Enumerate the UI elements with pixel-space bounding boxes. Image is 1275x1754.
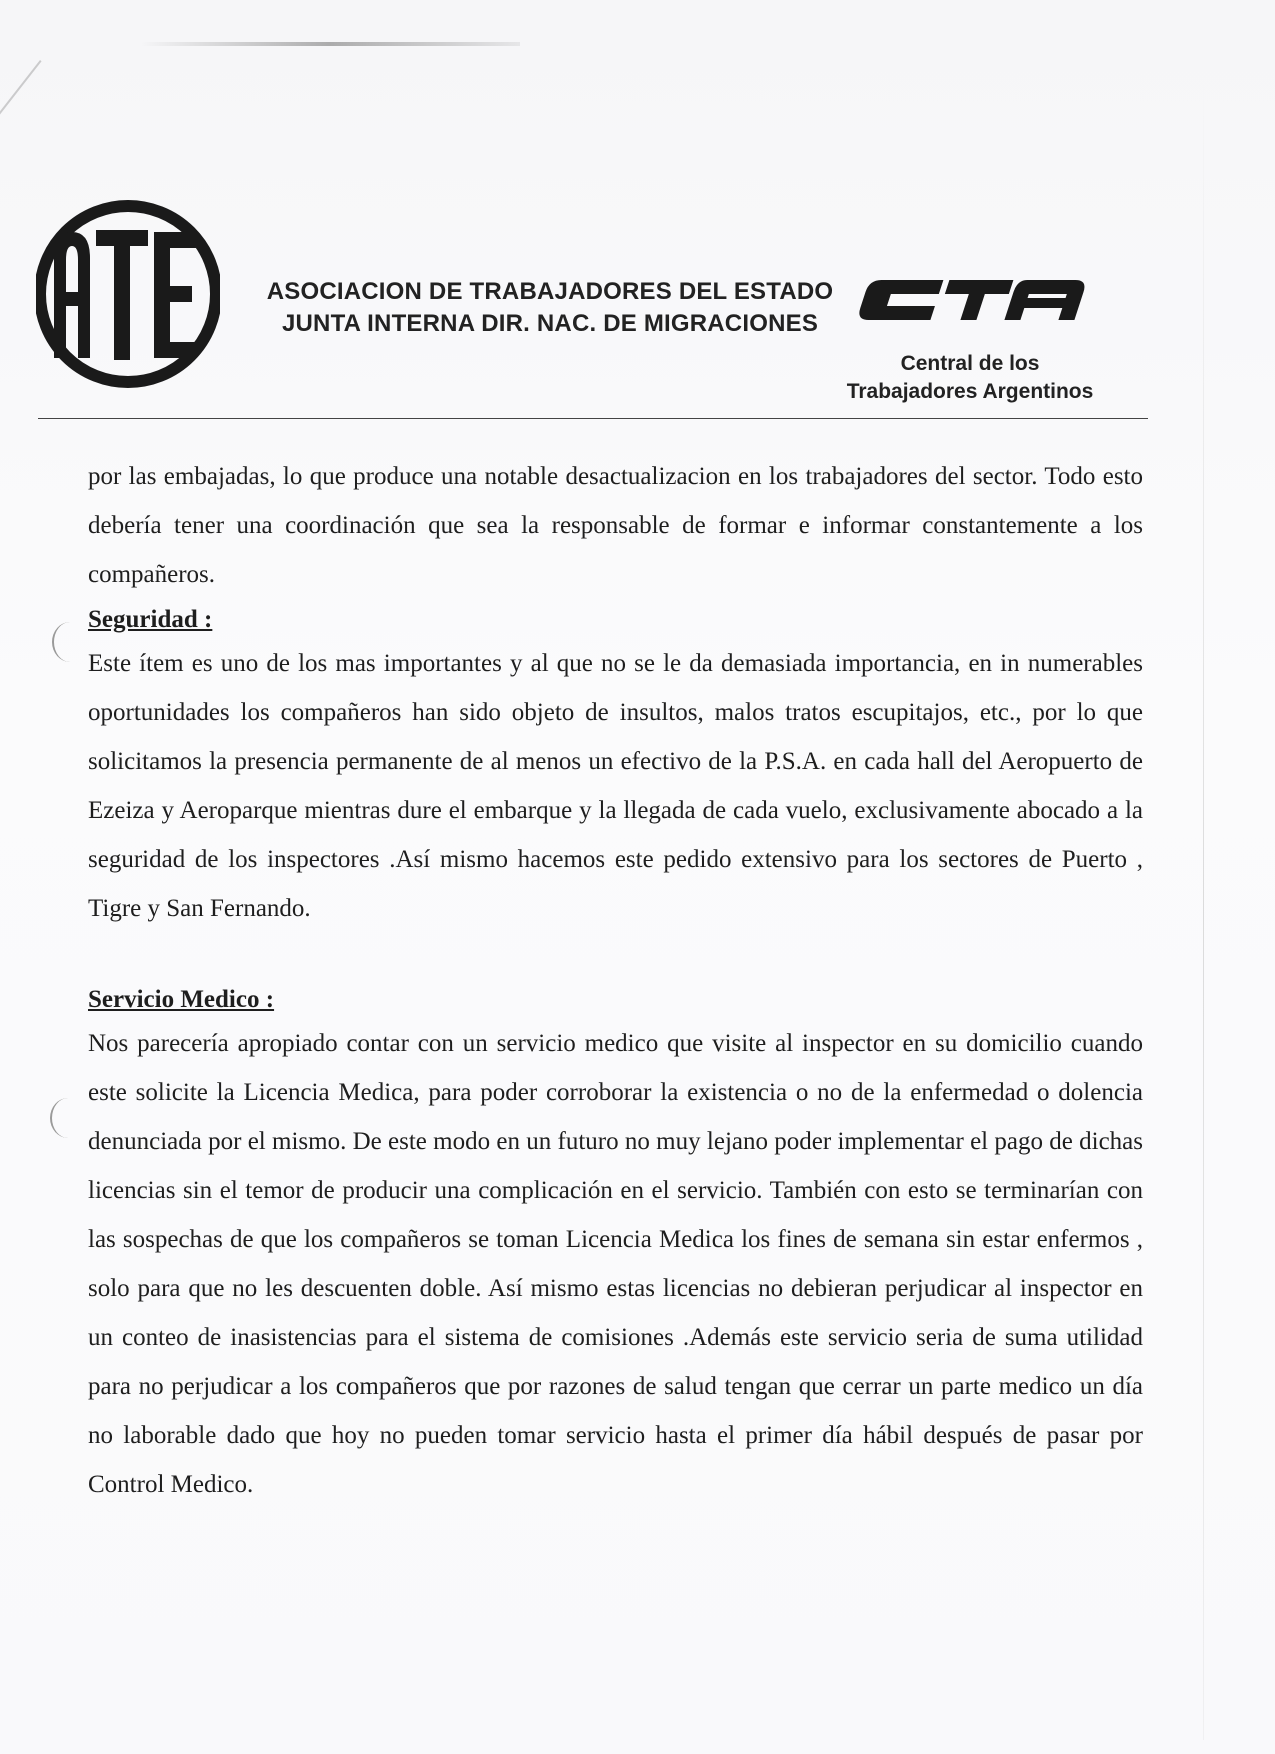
scan-artifact-diagonal	[0, 60, 42, 179]
intro-paragraph: por las embajadas, lo que produce una notable desactualizacion en los trabajadores del sector. Todo esto debería tener una coordinación que sea la responsable de formar e informar constantemente a los compañeros.	[88, 463, 1143, 588]
organization-title	[250, 276, 850, 340]
punch-hole	[52, 622, 88, 662]
section-heading-seguridad: Seguridad :	[88, 606, 213, 633]
section-heading-servicio-medico: Servicio Medico :	[88, 986, 275, 1013]
header-divider	[38, 418, 1148, 419]
cta-caption-line1: Central de los	[900, 352, 1040, 375]
punch-hole	[50, 1098, 86, 1138]
seguridad-paragraph: Este ítem es uno de los mas importantes y al que no se le da demasiada importancia, en in numerables oportunidades los compañeros han sido objeto de insultos, malos tratos escupitajos, etc., por lo que solicitamos la presencia permanente de al menos un efectivo de la P.S.A. en cada hall del Aeropuerto de Ezeiza y Aeroparque mientras dure el embarque y la llegada de cada vuelo, exclusivamente abocado a la seguridad de los inspectores .Así mismo hacemos este pedido extensivo para los sectores de Puerto , Tigre y San Fernando.	[88, 650, 1143, 922]
cta-caption-line2: Trabajadores Argentinos	[846, 380, 1094, 403]
cta-logo	[852, 272, 1092, 328]
servicio-medico-paragraph: Nos parecería apropiado contar con un servicio medico que visite al inspector en su domicilio cuando este solicite la Licencia Medica, para poder corroborar la existencia o no de la enfermedad o dolencia denunciada por el mismo. De este modo en un futuro no muy lejano poder implementar el pago de dichas licencias sin el temor de producir una complicación en el servicio. También con esto se terminarían con las sospechas de que los compañeros se toman Licencia Medica los fines de semana sin estar enfermos , solo para que no les descuenten doble. Así mismo estas licencias no debieran perjudicar al inspector en un conteo de inasistencias para el sistema de comisiones .Además este servicio seria de suma utilidad para no perjudicar a los compañeros que por razones de salud tengan que cerrar un parte medico un día no laborable dado que hoy no pueden tomar servicio hasta el primer día hábil después de pasar por Control Medico.	[88, 1030, 1143, 1498]
cta-caption	[840, 350, 1100, 406]
scan-artifact-top	[140, 42, 520, 46]
document-body	[88, 452, 1143, 1509]
org-title-line1: ASOCIACION DE TRABAJADORES DEL ESTADO	[266, 278, 834, 305]
scan-artifact-right	[1203, 80, 1204, 1740]
org-title-line2: JUNTA INTERNA DIR. NAC. DE MIGRACIONES	[281, 310, 819, 337]
ate-logo	[36, 188, 220, 400]
